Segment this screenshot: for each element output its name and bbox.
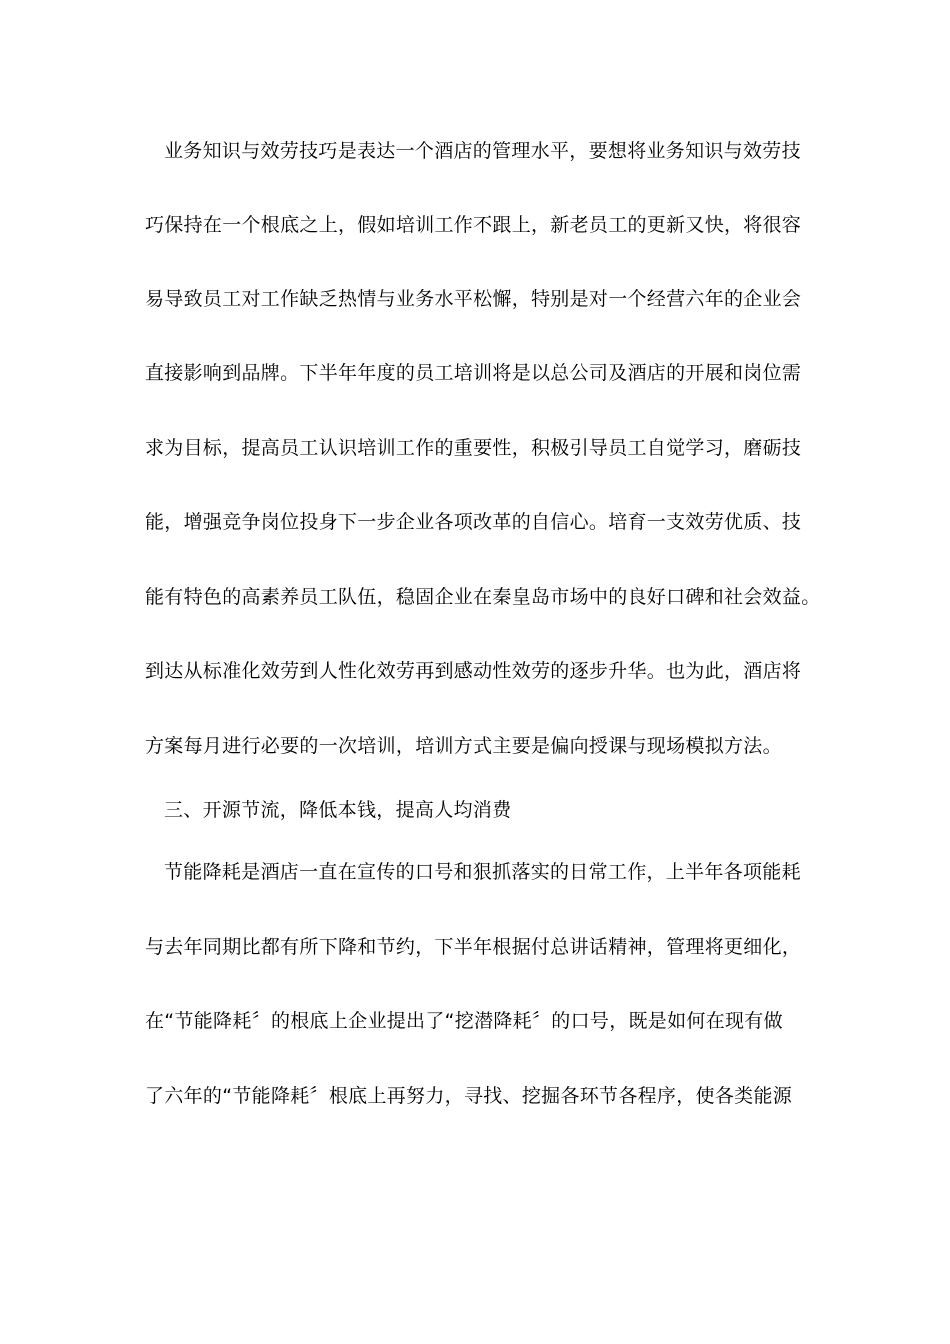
section-heading: 三、开源节流，降低本钱，提高人均消费 xyxy=(164,799,512,821)
paragraph-2-line-3: 在“节能降耗〞的根底上企业提出了“挖潜降耗〞的口号，既是如何在现有做 xyxy=(145,1010,783,1032)
paragraph-2-line-2: 与去年同期比都有所下降和节约，下半年根据付总讲话精神，管理将更细化， xyxy=(145,936,802,958)
paragraph-1-line-2: 巧保持在一个根底之上，假如培训工作不跟上，新老员工的更新又快，将很容 xyxy=(145,214,802,236)
paragraph-1-line-6: 能，增强竞争岗位投身下一步企业各项改革的自信心。培育一支效劳优质、技 xyxy=(145,511,802,533)
paragraph-1-line-8: 到达从标准化效劳到人性化效劳再到感动性效劳的逐步升华。也为此，酒店将 xyxy=(145,660,802,682)
paragraph-1-line-4: 直接影响到品牌。下半年年度的员工培训将是以总公司及酒店的开展和岗位需 xyxy=(145,362,802,384)
paragraph-2-line-4: 了六年的“节能降耗〞根底上再努力，寻找、挖掘各环节各程序，使各类能源 xyxy=(145,1085,793,1107)
paragraph-1-line-1: 业务知识与效劳技巧是表达一个酒店的管理水平，要想将业务知识与效劳技 xyxy=(164,140,801,162)
paragraph-2-line-1: 节能降耗是酒店一直在宣传的口号和狠抓落实的日常工作，上半年各项能耗 xyxy=(164,861,801,883)
paragraph-1-line-5: 求为目标，提高员工认识培训工作的重要性，积极引导员工自觉学习，磨砺技 xyxy=(145,437,802,459)
paragraph-1-line-9: 方案每月进行必要的一次培训，培训方式主要是偏向授课与现场模拟方法。 xyxy=(145,735,782,757)
paragraph-1-line-3: 易导致员工对工作缺乏热情与业务水平松懈，特别是对一个经营六年的企业会 xyxy=(145,288,802,310)
paragraph-1-line-7: 能有特色的高素养员工队伍，稳固企业在秦皇岛市场中的良好口碑和社会效益。 xyxy=(145,586,821,608)
